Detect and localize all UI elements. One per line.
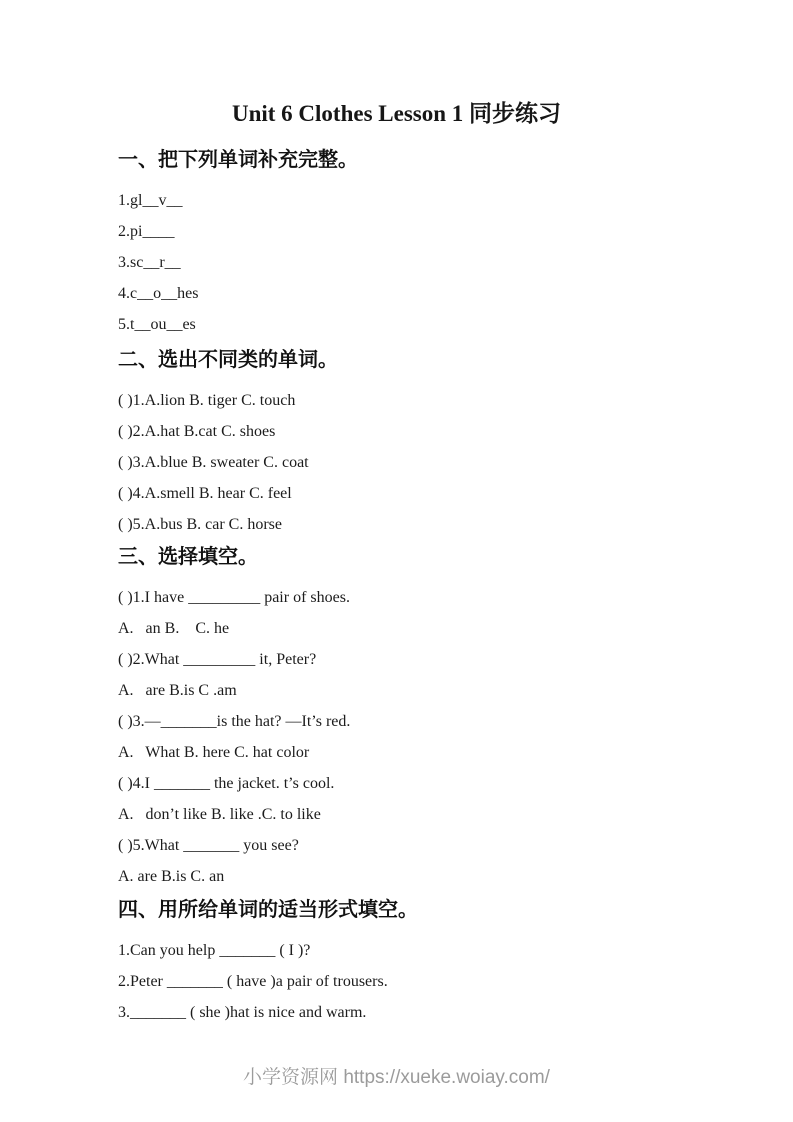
exercise-line: ( )3.—_______is the hat? —It’s red. [118, 713, 351, 730]
exercise-line: 3.sc__r__ [118, 254, 181, 271]
exercise-line: 1.Can you help _______ ( I )? [118, 942, 311, 959]
exercise-line: ( )4.A.smell B. hear C. feel [118, 485, 292, 502]
exercise-line: ( )2.A.hat B.cat C. shoes [118, 423, 276, 440]
exercise-line: 4.c__o__hes [118, 285, 199, 302]
section-heading: 三、选择填空。 [118, 546, 258, 568]
exercise-line: A. an B. C. he [118, 620, 230, 637]
exercise-line: ( )3.A.blue B. sweater C. coat [118, 454, 309, 471]
section-heading: 二、选出不同类的单词。 [118, 349, 338, 371]
exercise-line: A. are B.is C .am [118, 682, 237, 699]
exercise-line: ( )2.What _________ it, Peter? [118, 651, 317, 668]
exercise-line: 2.Peter _______ ( have )a pair of trousers. [118, 973, 388, 990]
sections-container [0, 149, 793, 1021]
section-heading: 四、用所给单词的适当形式填空。 [118, 899, 418, 921]
exercise-line: 2.pi____ [118, 223, 175, 240]
exercise-line: 1.gl__v__ [118, 192, 183, 209]
exercise-line: A. are B.is C. an [118, 868, 225, 885]
exercise-line: 5.t__ou__es [118, 316, 196, 333]
worksheet-section [118, 149, 703, 333]
exercise-line: A. What B. here C. hat color [118, 744, 310, 761]
exercise-line: 3._______ ( she )hat is nice and warm. [118, 1004, 367, 1021]
exercise-line: A. don’t like B. like .C. to like [118, 806, 321, 823]
worksheet-section [118, 899, 703, 1021]
exercise-line: ( )1.I have _________ pair of shoes. [118, 589, 350, 606]
worksheet-section [118, 349, 703, 533]
section-heading: 一、把下列单词补充完整。 [118, 149, 358, 171]
page-title: Unit 6 Clothes Lesson 1 同步练习 [231, 101, 562, 126]
footer-watermark: 小学资源网 https://xueke.woiay.com/ [243, 1067, 550, 1088]
worksheet-section [118, 546, 703, 885]
exercise-line: ( )5.A.bus B. car C. horse [118, 516, 282, 533]
exercise-line: ( )1.A.lion B. tiger C. touch [118, 392, 296, 409]
exercise-line: ( )5.What _______ you see? [118, 837, 299, 854]
exercise-line: ( )4.I _______ the jacket. t’s cool. [118, 775, 335, 792]
